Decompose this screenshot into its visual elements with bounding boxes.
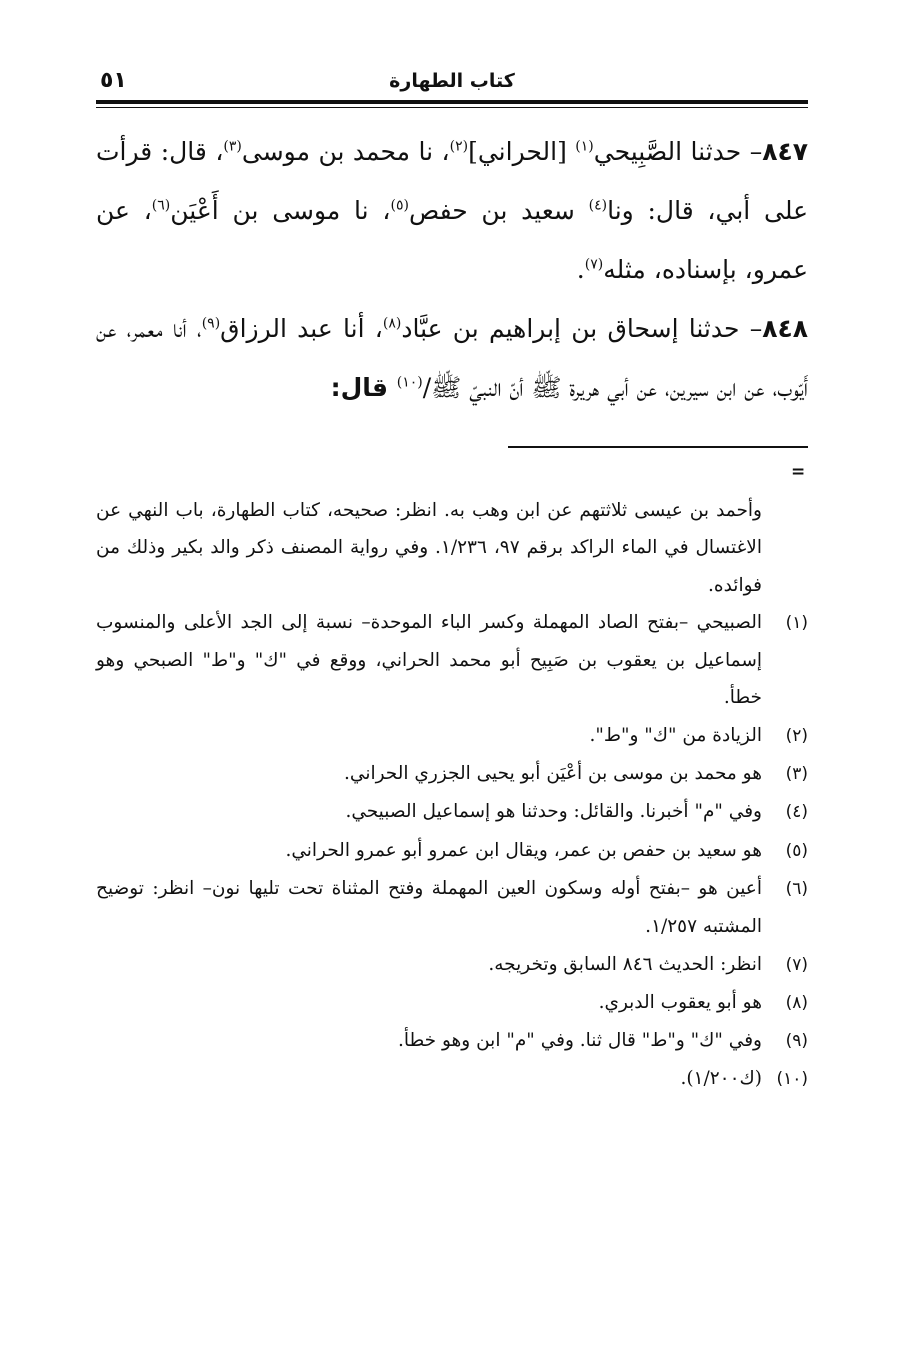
footnote-text: انظر: الحديث ٨٤٦ السابق وتخريجه. (488, 953, 762, 975)
text-segment: – حدثنا الصَّبِيحي (593, 137, 763, 166)
text-segment: – حدثنا إسحاق بن إبراهيم بن عبَّاد (401, 314, 763, 343)
header-rule-thin (96, 107, 808, 108)
footnote-9 (96, 1022, 808, 1060)
footnote-ref: (٢) (449, 138, 469, 155)
footnote-number: (٣) (785, 764, 808, 785)
footnote-ref: (٨) (382, 315, 402, 332)
footnote-ref: (٥) (390, 197, 409, 214)
footnote-2 (96, 717, 808, 755)
footnote-text: وفي "م" أخبرنا. والقائل: وحدثنا هو إسماعيل الصبيحي. (345, 801, 762, 823)
page-number: ٥١ (100, 68, 127, 93)
footnote-ref: (٩) (201, 315, 221, 332)
footnote-separator (508, 446, 808, 448)
footnote-7 (96, 946, 808, 984)
footnote-number: (١٠) (776, 1069, 808, 1090)
footnote-text: هو أبو يعقوب الدبري. (598, 991, 762, 1013)
text-segment: ، نا موسى بن أَعْيَن (170, 196, 391, 225)
hadith-number: ٨٤٨ (762, 314, 808, 343)
text-segment: ، عن عمرو، بإسناده، مثله (96, 196, 808, 284)
footnote-1 (96, 604, 808, 717)
continuation-mark: = (791, 462, 806, 482)
header-rule-thick (96, 100, 808, 104)
footnote-3 (96, 755, 808, 793)
footnote-ref: (١٠) (396, 374, 423, 391)
text-segment: ، أنا معمر، عن أَيّوب، عن ابن سيرين، عن أبي هريرة ﷺ أنّ النبيّ ﷺ/ (96, 314, 808, 402)
hadith-number: ٨٤٧ (762, 137, 808, 166)
footnote-10 (96, 1060, 808, 1098)
text-segment: قال: (330, 373, 397, 402)
footnote-ref: (١) (575, 138, 594, 155)
footnote-text: الصبيحي –بفتح الصاد المهملة وكسر الباء الموحدة– نسبة إلى الجد الأعلى والمنسوب إسماعيل بن يعقوب بن صَبِيح أبو محمد الحراني، ووقع في "ك" و"ط" الصبحي وهو خطأ. (96, 611, 762, 709)
footnote-number: (٨) (785, 992, 808, 1013)
hadith-847 (96, 122, 808, 299)
footnote-number: (٥) (785, 840, 808, 861)
text-segment: ، نا محمد بن موسى (241, 137, 450, 166)
text-segment: سعيد بن حفص (408, 196, 589, 225)
text-segment: ، قال: قرأت على أبي، قال: ونا (96, 137, 809, 225)
footnote-8 (96, 984, 808, 1022)
hadith-848 (96, 299, 808, 417)
text-segment: [الحراني] (468, 137, 576, 166)
footnote-continuation: وأحمد بن عيسى ثلاثتهم عن ابن وهب به. انظر: صحيحه، كتاب الطهارة، باب النهي عن الاغتسال في الماء الراكد برقم ٩٧، ١/٢٣٦. وفي رواية المصنف ذكر والد بكير وذلك من فوائده. (96, 500, 762, 596)
footnote-number: (٩) (785, 1031, 808, 1052)
footnote-4 (96, 793, 808, 831)
footnote-text: وفي "ك" و"ط" قال ثنا. وفي "م" ابن وهو خطأ. (397, 1030, 762, 1052)
footnote-5 (96, 832, 808, 870)
text-segment: ، أنا عبد الرزاق (220, 314, 383, 343)
footnote-text: أعين هو –بفتح أوله وسكون العين المهملة وفتح المثناة تحت تليها نون– انظر: توضيح المشتبه ١/٢٥٧. (96, 877, 762, 938)
footnote-text: هو محمد بن موسى بن أعْيَن أبو يحيى الجزري الحراني. (344, 763, 762, 785)
footnote-number: (٦) (785, 878, 808, 899)
footnote-ref: (٣) (223, 138, 242, 155)
text-segment: . (576, 255, 585, 284)
footnote-number: (٤) (785, 802, 808, 823)
footnote-6 (96, 870, 808, 946)
footnote-ref: (٧) (584, 256, 604, 273)
page-header (96, 62, 808, 102)
footnote-number: (٢) (785, 725, 808, 746)
footnote-text: هو سعيد بن حفص بن عمر، ويقال ابن عمرو أبو عمرو الحراني. (285, 839, 762, 861)
footnote-ref: (٤) (588, 197, 608, 214)
footnote-number: (١) (785, 612, 808, 633)
footnote-number: (٧) (785, 954, 808, 975)
footnote-text: الزيادة من "ك" و"ط". (589, 724, 762, 746)
footnotes (96, 492, 808, 1099)
main-text (96, 122, 808, 417)
footnote-ref: (٦) (151, 197, 171, 214)
footnote-text: (ك١/٢٠٠). (680, 1068, 762, 1090)
running-title: كتاب الطهارة (389, 70, 515, 92)
